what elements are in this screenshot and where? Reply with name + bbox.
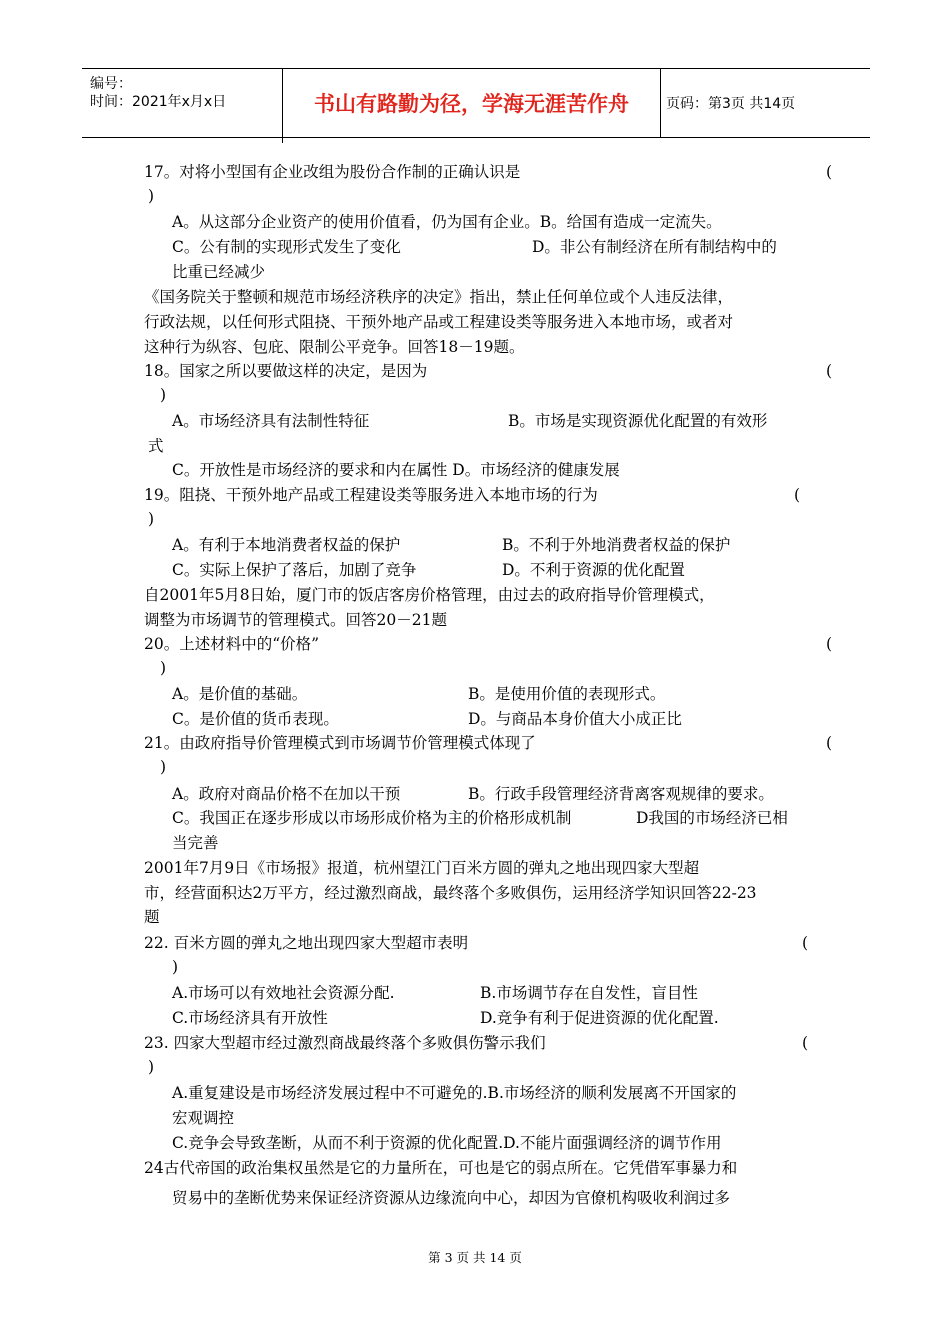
passage-line: 调整为市场调节的管理模式。回答20－21题 <box>144 611 447 629</box>
option-d: D我国的市场经济已相 <box>636 809 788 827</box>
option-b: B。市场是实现资源优化配置的有效形 <box>508 412 768 430</box>
answer-bracket-22: ( <box>802 934 809 952</box>
passage-line: 市，经营面积达2万平方，经过激烈商战，最终落个多败俱伤，运用经济学知识回答22-23 <box>144 884 757 902</box>
option-line: C.竞争会导致垄断，从而不利于资源的优化配置.D.不能片面强调经济的调节作用 <box>172 1134 722 1152</box>
passage-line: 2001年7月9日《市场报》报道，杭州望江门百米方圆的弹丸之地出现四家大型超 <box>144 859 700 877</box>
option-b: B。不利于外地消费者权益的保护 <box>502 536 731 554</box>
option-c: C。公有制的实现形式发生了变化 <box>172 238 401 256</box>
option-c: C。我国正在逐步形成以市场形成价格为主的价格形成机制 <box>172 809 572 827</box>
number-label: 编号： <box>90 76 132 92</box>
option-a: A。是价值的基础。 <box>172 685 308 703</box>
option-line: A。从这部分企业资产的使用价值看，仍为国有企业。B。给国有造成一定流失。 <box>172 213 722 231</box>
option-continuation: 比重已经减少 <box>172 263 266 281</box>
option-c: C。实际上保护了落后，加剧了竞争 <box>172 561 417 579</box>
answer-bracket-20: ( <box>826 635 833 653</box>
passage-line: 自2001年5月8日始，厦门市的饭店客房价格管理，由过去的政府指导价管理模式， <box>144 586 715 604</box>
option-a: A。市场经济具有法制性特征 <box>172 412 370 430</box>
question-17: 17。对将小型国有企业改组为股份合作制的正确认识是 <box>144 163 521 181</box>
answer-bracket-close: ) <box>160 386 167 404</box>
option-a: A。有利于本地消费者权益的保护 <box>172 536 401 554</box>
question-22: 22. 百米方圆的弹丸之地出现四家大型超市表明 <box>144 934 469 952</box>
answer-bracket-close: ) <box>160 758 167 776</box>
option-line: A.重复建设是市场经济发展过程中不可避免的.B.市场经济的顺利发展离不开国家的 <box>172 1084 737 1102</box>
passage-line: 题 <box>144 908 160 926</box>
option-c: C.市场经济具有开放性 <box>172 1009 328 1027</box>
page-footer: 第 3 页 共 14 页 <box>428 1250 522 1265</box>
question-18: 18。国家之所以要做这样的决定，是因为 <box>144 362 428 380</box>
header-page-cell <box>666 69 870 137</box>
option-d: D。不利于资源的优化配置 <box>502 561 685 579</box>
option-continuation: 当完善 <box>172 834 219 852</box>
question-23: 23. 四家大型超市经过激烈商战最终落个多败俱伤警示我们 <box>144 1034 546 1052</box>
passage-line: 这种行为纵容、包庇、限制公平竞争。回答18－19题。 <box>144 338 525 356</box>
question-24: 24古代帝国的政治集权虽然是它的力量所在，可也是它的弱点所在。它凭借军事暴力和 <box>144 1159 738 1177</box>
answer-bracket-23: ( <box>802 1034 809 1052</box>
question-24-continuation: 贸易中的垄断优势来保证经济资源从边缘流向中心，却因为官僚机构吸收利润过多 <box>172 1189 731 1207</box>
question-21: 21。由政府指导价管理模式到市场调节价管理模式体现了 <box>144 734 536 752</box>
answer-bracket-close: ) <box>160 659 167 677</box>
question-19: 19。阻挠、干预外地产品或工程建设类等服务进入本地市场的行为 <box>144 486 598 504</box>
answer-bracket-close: ) <box>148 187 155 205</box>
motto: 书山有路勤为径，学海无涯苦作舟 <box>314 92 629 116</box>
option-b: B。行政手段管理经济背离客观规律的要求。 <box>468 785 774 803</box>
option-d: D。非公有制经济在所有制结构中的 <box>532 238 777 256</box>
option-continuation: 式 <box>148 437 164 455</box>
option-c: C。是价值的货币表现。 <box>172 710 339 728</box>
passage-line: 行政法规，以任何形式阻挠、干预外地产品或工程建设类等服务进入本地市场，或者对 <box>144 313 734 331</box>
answer-bracket-close: ) <box>172 958 179 976</box>
answer-bracket-close: ) <box>148 510 155 528</box>
page-number-label: 页码：第3页 共14页 <box>666 96 796 112</box>
answer-bracket-close: ) <box>148 1058 155 1076</box>
option-b: B.市场调节存在自发性，盲目性 <box>480 984 698 1002</box>
header-motto-cell <box>283 69 661 137</box>
option-a: A.市场可以有效地社会资源分配. <box>172 984 395 1002</box>
passage-line: 《国务院关于整顿和规范市场经济秩序的决定》指出，禁止任何单位或个人违反法律， <box>144 288 734 306</box>
option-b: B。是使用价值的表现形式。 <box>468 685 666 703</box>
answer-bracket-18: ( <box>826 362 833 380</box>
option-line: C。开放性是市场经济的要求和内在属性 D。市场经济的健康发展 <box>172 461 620 479</box>
page-header <box>82 68 870 138</box>
question-20: 20。上述材料中的“价格” <box>144 635 320 653</box>
option-continuation: 宏观调控 <box>172 1109 235 1127</box>
header-left-cell <box>82 69 283 143</box>
option-d: D.竞争有利于促进资源的优化配置. <box>480 1009 719 1027</box>
option-d: D。与商品本身价值大小成正比 <box>468 710 682 728</box>
answer-bracket-17: ( <box>826 163 833 181</box>
option-a: A。政府对商品价格不在加以干预 <box>172 785 401 803</box>
date-label: 时间：2021年x月x日 <box>90 94 227 110</box>
answer-bracket-19: ( <box>794 486 801 504</box>
answer-bracket-21: ( <box>826 734 833 752</box>
